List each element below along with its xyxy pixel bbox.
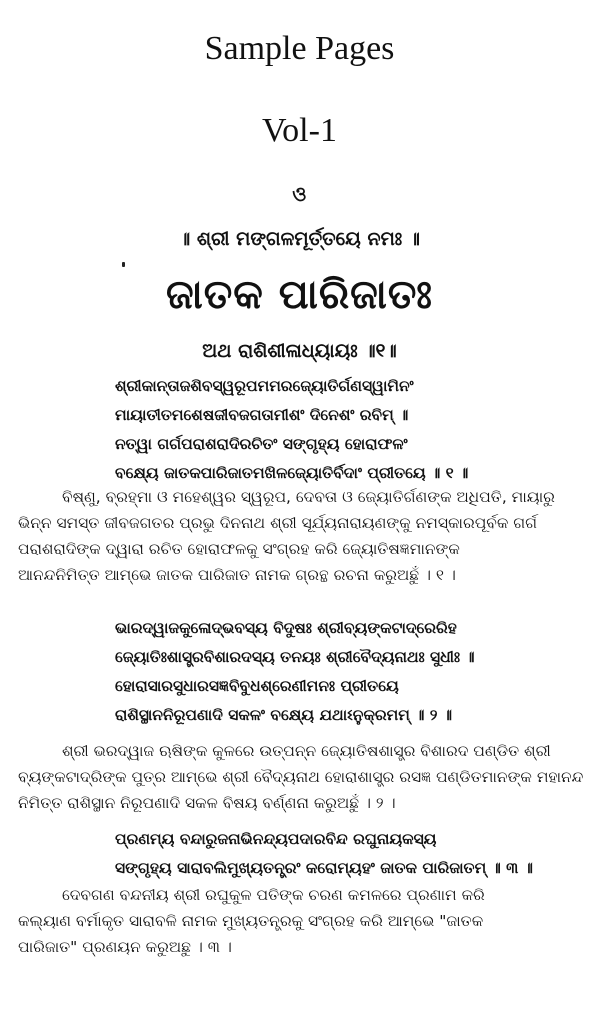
paragraph-line: କଲ୍ୟାଣ ବର୍ମାକୃତ ସାରାବଳି ନାମକ ମୁଖ୍ୟତନ୍ତ୍ରକୁ ସଂଗ୍ରହ କରି ଆମ୍ଭେ "ଜାତକ	[18, 912, 484, 930]
verse-line: ନତ୍ୱା ଗର୍ଗପରାଶରାଦିରଚିତଂ ସଙ୍ଗୃହ୍ୟ ହୋରାଫଳଂ	[115, 435, 408, 453]
verse-3	[115, 825, 585, 883]
verse-line: ମାୟାତୀତମଶେଷଜୀବଜଗତାମୀଶଂ ଦିନେଶଂ ରବିମ୍ ॥	[115, 406, 409, 424]
sample-pages-title: Sample Pages	[204, 30, 395, 67]
paragraph-line: ପାରିଜାତ" ପ୍ରଣୟନ କରୁଅଛୁ । ୩ ।	[18, 938, 232, 956]
paragraph-line: ଆନନ୍ଦନିମିତ୍ତ ଆମ୍ଭେ ଜାତକ ପାରିଜାତ ନାମକ ଗ୍ରନ୍ଥ ରଚନା କରୁଅଛୁଁ । ୧ ।	[18, 566, 456, 584]
book-title: ଜାତକ ପାରିଜାତଃ	[166, 272, 433, 318]
chapter-title: ଅଥ ରାଶିଶୀଳାଧ୍ୟାୟଃ ॥୧॥	[202, 340, 397, 362]
verse-line: ବକ୍ଷ୍ୟେ ଜାତକପାରିଜାତମଖିଳଜ୍ୟୋତିର୍ବିଦାଂ ପ୍ରୀତୟେ ॥ ୧ ॥	[115, 464, 469, 482]
paragraph-line: ବିଷ୍ଣୁ, ବ୍ରହ୍ମା ଓ ମହେଶ୍ୱର ସ୍ୱରୂପ, ଦେବତା ଓ ଜ୍ୟୋତିର୍ଗଣଙ୍କ ଅଧିପତି, ମାୟାରୁ	[62, 488, 555, 506]
verse-line: ସଙ୍ଗୃହ୍ୟ ସାରାବଲିମୁଖ୍ୟତନ୍ତ୍ରଂ କରୋମ୍ୟହଂ ଜାତକ ପାରିଜାତମ୍ ॥ ୩ ॥	[115, 859, 533, 877]
verse-line: ପ୍ରଣମ୍ୟ ବନ୍ଦାରୁଜନାଭିନନ୍ଦ୍ୟପଦାରବିନ୍ଦ ରଘୁନାୟକସ୍ୟ	[115, 830, 437, 848]
verse-2	[115, 614, 585, 730]
paragraph-line: ପରାଶରାଦିଙ୍କ ଦ୍ୱାରା ରଚିତ ହୋରାଫଳକୁ ସଂଗ୍ରହ କରି ଜ୍ୟୋତିଷଜ୍ଞମାନଙ୍କ	[18, 540, 460, 558]
ornament-symbol: ও	[292, 182, 307, 206]
paragraph-line: ଶ୍ରୀ ଭରଦ୍ୱାଜ ଋଷିଙ୍କ କୁଳରେ ଉତ୍ପନ୍ନ ଜ୍ୟୋତିଷଶାସ୍ତ୍ର ବିଶାରଦ ପଣ୍ଡିତ ଶ୍ରୀ	[62, 742, 551, 760]
paragraph-line: ନିମିତ୍ତ ରାଶିସ୍ଥାନ ନିରୂପଣାଦି ସକଳ ବିଷୟ ବର୍ଣ୍ଣନା କରୁଅଛୁଁ । ୨ ।	[18, 794, 396, 812]
verse-line: ହୋରାସାରସୁଧାରସଜ୍ଞବିବୁଧଶ୍ରେଣୀମନଃ ପ୍ରୀତୟେ	[115, 677, 399, 695]
verse-line: ଶ୍ରୀକାନ୍ତାଜଶିବସ୍ୱରୂପମମରଜ୍ୟୋତିର୍ଗଣସ୍ୱାମିନଂ	[115, 377, 414, 395]
verse-1	[115, 372, 585, 488]
print-speck	[122, 262, 125, 267]
volume-title: Vol-1	[262, 112, 337, 149]
invocation-line: ॥ ଶ୍ରୀ ମଙ୍ଗଳମୂର୍ତ୍ତୟେ ନମଃ ॥	[178, 228, 421, 250]
verse-line: ରାଶିସ୍ଥାନନିରୂପଣାଦି ସକଳଂ ବକ୍ଷ୍ୟେ ଯଥାଽନୁକ୍ରମମ୍ ॥ ୨ ॥	[115, 706, 453, 724]
commentary-3	[18, 882, 584, 960]
paragraph-line: ଭିନ୍ନ ସମସ୍ତ ଜୀବଜଗତର ପ୍ରଭୁ ଦିନନାଥ ଶ୍ରୀ ସୂର୍ଯ୍ୟନାରାୟଣଙ୍କୁ ନମସ୍କାରପୂର୍ବକ ଗର୍ଗ	[18, 514, 538, 532]
verse-line: ଭାରଦ୍ୱାଜକୁଳୋଦ୍ଭବସ୍ୟ ବିଦୁଷଃ ଶ୍ରୀବ୍ୟଙ୍କଟାଦ୍ରେରିହ	[115, 619, 457, 637]
commentary-2	[18, 738, 584, 816]
paragraph-line: ଦେବଗଣ ବନ୍ଦନୀୟ ଶ୍ରୀ ରଘୁକୁଳ ପତିଙ୍କ ଚରଣ କମଳରେ ପ୍ରଣାମ କରି	[62, 886, 485, 904]
verse-line: ଜ୍ୟୋତିଃଶାସ୍ତ୍ରବିଶାରଦସ୍ୟ ତନୟଃ ଶ୍ରୀବୈଦ୍ୟନାଥଃ ସୁଧୀଃ ॥	[115, 648, 475, 666]
paragraph-line: ବ୍ୟଙ୍କଟାଦ୍ରିଙ୍କ ପୁତ୍ର ଆମ୍ଭେ ଶ୍ରୀ ବୈଦ୍ୟନାଥ ହୋରାଶାସ୍ତ୍ର ରସଜ୍ଞ ପଣ୍ଡିତମାନଙ୍କ ମହାନନ୍ଦ	[18, 768, 584, 786]
commentary-1	[18, 484, 584, 588]
